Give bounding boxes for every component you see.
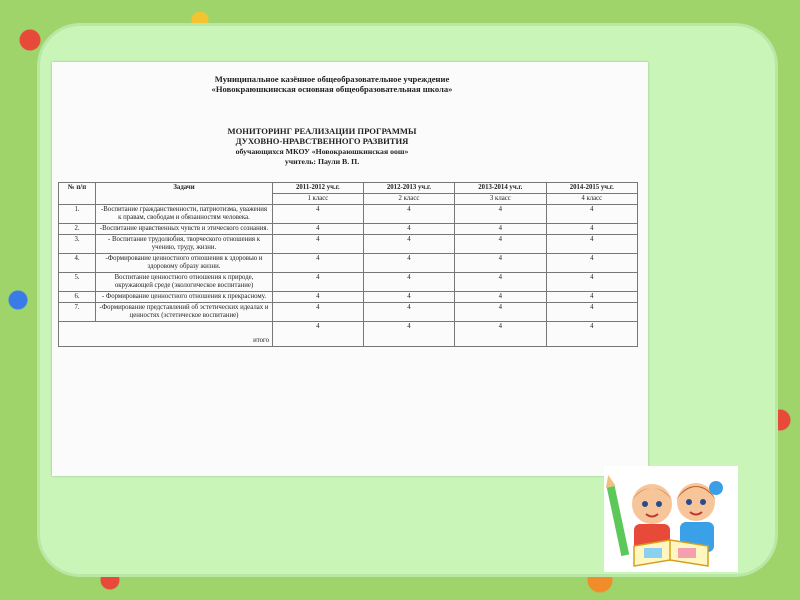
row-value: 4 bbox=[455, 303, 546, 322]
total-row bbox=[59, 322, 638, 347]
row-task: Воспитание ценностного отношения к природе, окружающей среде (экологическое воспитание) bbox=[96, 273, 273, 292]
table-row bbox=[59, 224, 638, 235]
class-header: 3 класс bbox=[455, 194, 546, 205]
row-value: 4 bbox=[273, 303, 364, 322]
row-value: 4 bbox=[546, 273, 637, 292]
row-num: 1. bbox=[59, 205, 96, 224]
row-value: 4 bbox=[363, 254, 454, 273]
subtitle: обучающихся МКОУ «Новокраюшкинская оош» bbox=[235, 147, 409, 156]
row-value: 4 bbox=[273, 254, 364, 273]
row-value: 4 bbox=[363, 235, 454, 254]
row-task: - Воспитание трудолюбия, творческого отношения к учению, труду, жизни. bbox=[96, 235, 273, 254]
row-value: 4 bbox=[546, 224, 637, 235]
row-value: 4 bbox=[273, 205, 364, 224]
row-value: 4 bbox=[455, 205, 546, 224]
class-header: 2 класс bbox=[363, 194, 454, 205]
total-value: 4 bbox=[455, 322, 546, 347]
row-value: 4 bbox=[455, 273, 546, 292]
table-row bbox=[59, 235, 638, 254]
total-value: 4 bbox=[273, 322, 364, 347]
row-value: 4 bbox=[363, 273, 454, 292]
header-line-1: Муниципальное казённое общеобразовательное учреждение bbox=[214, 74, 450, 84]
row-num: 5. bbox=[59, 273, 96, 292]
scanned-document bbox=[52, 62, 648, 476]
row-task: -Воспитание нравственных чувств и этического сознания. bbox=[96, 224, 273, 235]
row-value: 4 bbox=[273, 273, 364, 292]
total-value: 4 bbox=[363, 322, 454, 347]
row-num: 6. bbox=[59, 292, 96, 303]
row-num: 7. bbox=[59, 303, 96, 322]
row-value: 4 bbox=[363, 224, 454, 235]
table-row bbox=[59, 254, 638, 273]
row-value: 4 bbox=[455, 292, 546, 303]
year-header: 2013-2014 уч.г. bbox=[455, 183, 546, 194]
table-row bbox=[59, 292, 638, 303]
row-value: 4 bbox=[363, 303, 454, 322]
row-value: 4 bbox=[546, 235, 637, 254]
row-num: 2. bbox=[59, 224, 96, 235]
row-num: 3. bbox=[59, 235, 96, 254]
col-task-header: Задачи bbox=[96, 183, 273, 205]
table-header-row bbox=[59, 183, 638, 194]
table-row bbox=[59, 303, 638, 322]
title-line-1: МОНИТОРИНГ РЕАЛИЗАЦИИ ПРОГРАММЫ bbox=[227, 126, 417, 136]
title-line-2: ДУХОВНО-НРАВСТВЕННОГО РАЗВИТИЯ bbox=[235, 136, 409, 146]
row-value: 4 bbox=[455, 224, 546, 235]
row-value: 4 bbox=[273, 235, 364, 254]
kids-illustration-icon bbox=[604, 466, 738, 572]
row-value: 4 bbox=[546, 205, 637, 224]
teacher-line: учитель: Паули В. П. bbox=[284, 157, 360, 166]
row-value: 4 bbox=[455, 235, 546, 254]
year-header: 2011-2012 уч.г. bbox=[273, 183, 364, 194]
kids-reading-illustration bbox=[604, 466, 738, 572]
total-value: 4 bbox=[546, 322, 637, 347]
monitoring-table bbox=[58, 182, 638, 347]
row-value: 4 bbox=[363, 292, 454, 303]
class-header: 1 класс bbox=[273, 194, 364, 205]
row-num: 4. bbox=[59, 254, 96, 273]
row-value: 4 bbox=[546, 254, 637, 273]
header-line-2: «Новокраюшкинская основная общеобразовательная школа» bbox=[211, 84, 453, 94]
row-task: -Воспитание гражданственности, патриотизма, уважения к правам, свободам и обязанностям человека. bbox=[96, 205, 273, 224]
class-header: 4 класс bbox=[546, 194, 637, 205]
row-task: -Формирование представлений об эстетических идеалах и ценностях (эстетическое воспитание) bbox=[96, 303, 273, 322]
col-num-header: № п/п bbox=[59, 183, 96, 205]
row-value: 4 bbox=[546, 292, 637, 303]
row-task: -Формирование ценностного отношения к здоровью и здоровому образу жизни. bbox=[96, 254, 273, 273]
table-row bbox=[59, 273, 638, 292]
table-row bbox=[59, 205, 638, 224]
year-header: 2014-2015 уч.г. bbox=[546, 183, 637, 194]
row-value: 4 bbox=[273, 224, 364, 235]
total-label: итого bbox=[59, 322, 273, 347]
row-task: - Формирование ценностного отношения к прекрасному. bbox=[96, 292, 273, 303]
row-value: 4 bbox=[455, 254, 546, 273]
row-value: 4 bbox=[273, 292, 364, 303]
year-header: 2012-2013 уч.г. bbox=[363, 183, 454, 194]
row-value: 4 bbox=[363, 205, 454, 224]
row-value: 4 bbox=[546, 303, 637, 322]
